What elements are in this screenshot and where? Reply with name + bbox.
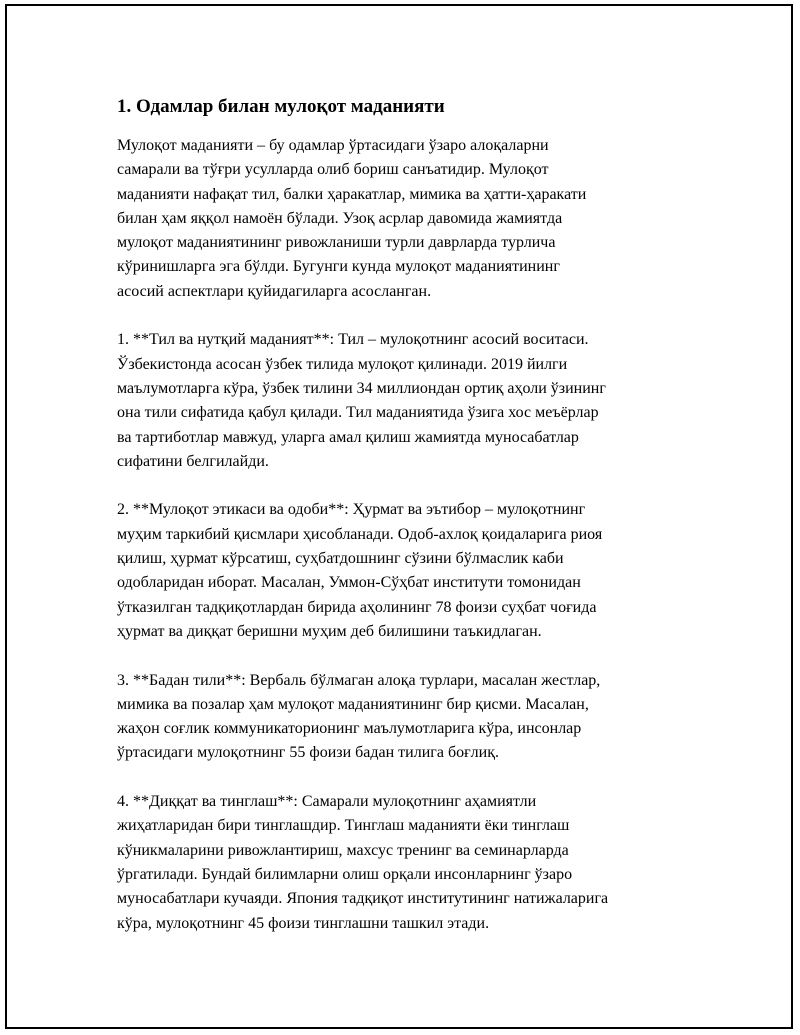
document-body xyxy=(117,95,707,936)
paragraph-gap xyxy=(117,474,707,498)
document-title: 1. Одамлар билан мулоқот маданияти xyxy=(117,96,445,117)
section-2-paragraph: 2. **Мулоқот этикаси ва одоби**: Ҳурмат ва эътибор – мулоқотнинг муҳим таркибий қисмлари ҳисобланади. Одоб-ахлоқ қоидаларига риоя қилиш, ҳурмат кўрсатиш, суҳбатдошнинг сўзини бўлмаслик каби одобларидан иборат. Масалан, Уммон-Сўҳбат институти томонидан ўтказилган тадқиқотлардан бирида аҳолининг 78 фоизи суҳбат чоғида ҳурмат ва диққат беришни муҳим деб билишини таъкидлаган. xyxy=(117,501,603,640)
section-4-paragraph: 4. **Диққат ва тинглаш**: Самарали мулоқотнинг аҳамиятли жиҳатларидан бири тинглашдир. Тинглаш маданияти ёки тинглаш кўникмаларини ривожлантириш, махсус тренинг ва семинарларда ўргатилади. Бундай билимларни олиш орқали инсонларнинг ўзаро муносабатлари кучаяди. Япония тадқиқот институтининг натижаларига кўра, мулоқотнинг 45 фоизи тинглашни ташкил этади. xyxy=(117,793,609,932)
section-3-paragraph: 3. **Бадан тили**: Вербаль бўлмаган алоқа турлари, масалан жестлар, мимика ва позалар ҳам мулоқот маданиятининг бир қисми. Масалан, жаҳон соғлик коммуникаторионинг маълумотларига кўра, инсонлар ўртасидаги мулоқотнинг 55 фоизи бадан тилига боғлиқ. xyxy=(117,671,601,762)
intro-paragraph: Мулоқот маданияти – бу одамлар ўртасидаги ўзаро алоқаларни самарали ва тўғри усулларда олиб бориш санъатидир. Мулоқот маданияти нафақат тил, балки ҳаракатлар, мимика ва ҳатти-ҳаракати билан ҳам яққол намоён бўлади. Узоқ асрлар давомида жамиятда мулоқот маданиятининг ривожланиши турли даврларда турлича кўринишларга эга бўлди. Бугунги кунда мулоқот маданиятининг асосий аспектлари қуйидагиларга асосланган. xyxy=(117,137,587,300)
section-1-paragraph: 1. **Тил ва нутқий маданият**: Тил – мулоқотнинг асосий воситаси. Ўзбекистонда асосан ўзбек тилида мулоқот қилинади. 2019 йилги маълумотларга кўра, ўзбек тилини 34 миллиондан ортиқ аҳоли ўзининг она тили сифатида қабул қилади. Тил маданиятида ўзига хос меъёрлар ва тартиботлар мавжуд, уларга амал қилиш жамиятда муносабатлар сифатини белгилайди. xyxy=(117,331,606,470)
paragraph-gap xyxy=(117,304,707,328)
paragraph-gap xyxy=(117,766,707,790)
paragraph-gap xyxy=(117,644,707,668)
